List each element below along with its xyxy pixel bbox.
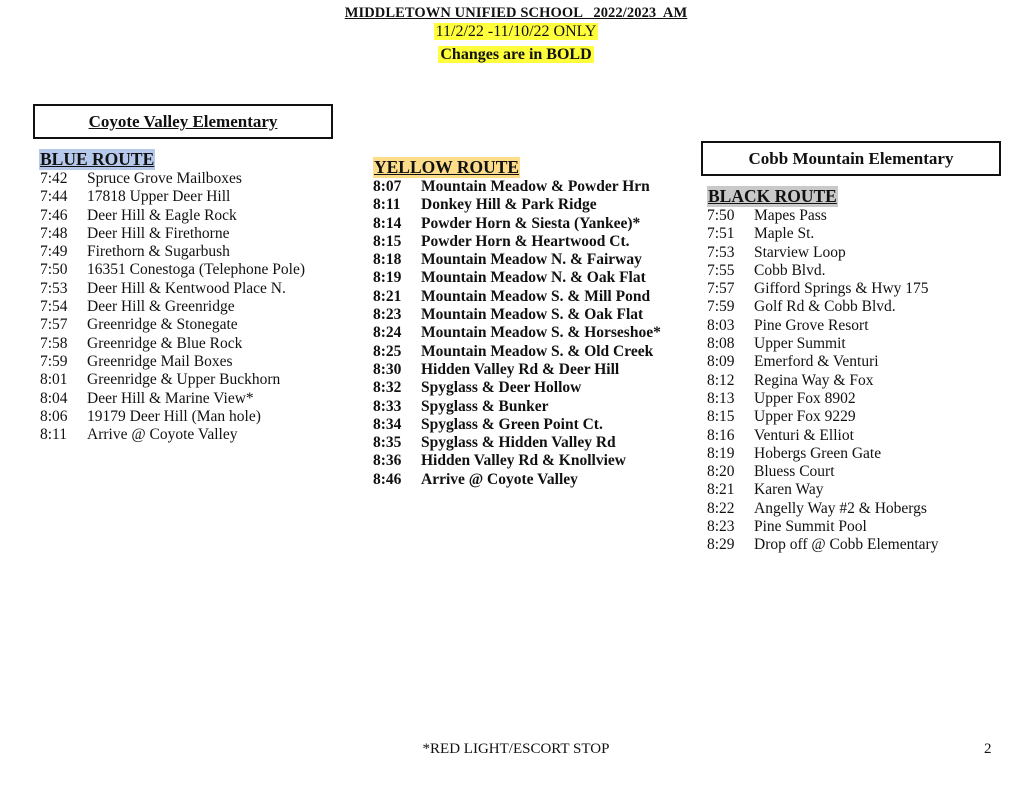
school-box-coyote-valley	[33, 104, 333, 139]
stop-row	[40, 408, 305, 426]
stop-location: Deer Hill & Eagle Rock	[87, 206, 237, 224]
stop-time: 8:36	[373, 452, 402, 470]
stop-time: 7:54	[40, 298, 68, 316]
stop-time: 8:29	[707, 536, 735, 554]
stop-location: Starview Loop	[754, 243, 846, 261]
stop-row	[373, 379, 661, 397]
stop-row	[40, 353, 305, 371]
route-heading-black: BLACK ROUTE	[708, 186, 837, 206]
stop-time: 8:07	[373, 178, 402, 195]
stop-row	[707, 536, 938, 554]
stop-location: Greenridge & Blue Rock	[87, 334, 243, 352]
stop-location: Donkey Hill & Park Ridge	[421, 196, 597, 214]
stop-location: Hidden Valley Rd & Knollview	[421, 452, 626, 470]
stop-row	[373, 324, 661, 342]
stop-row	[707, 280, 938, 298]
stop-location: Mountain Meadow S. & Old Creek	[421, 342, 654, 360]
document-title: MIDDLETOWN UNIFIED SCHOOL 2022/2023 AM	[344, 5, 688, 21]
stop-location: Deer Hill & Greenridge	[87, 298, 235, 316]
stop-row	[40, 225, 305, 243]
stop-location: Upper Summit	[754, 335, 846, 353]
stop-row	[40, 243, 305, 261]
stop-time: 7:53	[40, 279, 68, 297]
stop-row	[373, 398, 661, 416]
stop-time: 7:59	[707, 298, 735, 316]
page-number: 2	[984, 741, 992, 757]
stop-time: 7:51	[707, 225, 735, 243]
stop-time: 8:32	[373, 379, 402, 397]
stop-location: Deer Hill & Kentwood Place N.	[87, 279, 286, 297]
stop-location: Upper Fox 8902	[754, 389, 856, 407]
stop-row	[707, 372, 938, 390]
route-heading-blue: BLUE ROUTE	[40, 149, 155, 169]
stop-row	[373, 251, 661, 269]
stop-location: Pine Summit Pool	[754, 518, 867, 536]
stop-location: Mountain Meadow S. & Mill Pond	[421, 287, 651, 305]
stop-row	[373, 361, 661, 379]
stop-row	[373, 416, 661, 434]
date-range: 11/2/22 -11/10/22 ONLY	[435, 23, 597, 40]
stop-time: 7:59	[40, 352, 68, 370]
stop-row	[40, 261, 305, 279]
stop-location: Spyglass & Green Point Ct.	[421, 415, 603, 433]
stop-time: 8:15	[373, 232, 402, 250]
stop-row	[40, 170, 305, 188]
stop-location: Greenridge Mail Boxes	[87, 352, 233, 370]
stop-row	[40, 298, 305, 316]
stop-row	[707, 225, 938, 243]
stop-row	[707, 298, 938, 316]
stop-location: Arrive @ Coyote Valley	[421, 470, 578, 488]
stop-time: 8:22	[707, 499, 735, 517]
stop-time: 8:23	[373, 306, 402, 324]
stop-time: 8:33	[373, 397, 402, 415]
stop-row	[707, 353, 938, 371]
stop-location: Hobergs Green Gate	[754, 444, 882, 462]
stop-location: Mountain Meadow & Powder Hrn	[421, 178, 650, 195]
stop-time: 7:50	[707, 207, 735, 224]
stop-time: 7:50	[40, 261, 68, 279]
stop-time: 8:19	[707, 444, 735, 462]
changes-note-line	[0, 46, 1024, 64]
stop-time: 8:30	[373, 360, 402, 378]
stop-row	[373, 196, 661, 214]
stop-location: Mapes Pass	[754, 207, 827, 224]
stop-row	[707, 427, 938, 445]
stop-row	[707, 445, 938, 463]
stop-list-yellow	[373, 178, 661, 489]
stop-location: Arrive @ Coyote Valley	[87, 426, 238, 444]
stop-location: Pine Grove Resort	[754, 316, 869, 334]
school-name-cobb-mountain: Cobb Mountain Elementary	[748, 149, 954, 168]
stop-location: 16351 Conestoga (Telephone Pole)	[87, 261, 306, 279]
stop-row	[40, 426, 305, 444]
stop-row	[373, 306, 661, 324]
stop-list-blue	[40, 170, 305, 444]
stop-location: Karen Way	[754, 481, 824, 499]
stop-time: 8:18	[373, 251, 402, 269]
stop-time: 8:11	[373, 196, 401, 214]
stop-location: Mountain Meadow N. & Oak Flat	[421, 269, 646, 287]
stop-location: Firethorn & Sugarbush	[87, 243, 230, 261]
stop-time: 8:01	[40, 371, 68, 389]
stop-row	[373, 434, 661, 452]
stop-row	[707, 207, 938, 225]
stop-time: 7:49	[40, 243, 68, 261]
stop-location: 17818 Upper Deer Hill	[87, 188, 231, 206]
stop-row	[707, 518, 938, 536]
stop-location: Venturi & Elliot	[754, 426, 854, 444]
stop-location: Upper Fox 9229	[754, 408, 856, 426]
stop-time: 8:46	[373, 470, 402, 488]
stop-time: 8:03	[707, 316, 735, 334]
stop-location: Deer Hill & Firethorne	[87, 224, 230, 242]
stop-time: 8:15	[707, 408, 735, 426]
stop-row	[373, 269, 661, 287]
stop-row	[40, 188, 305, 206]
stop-location: Mountain Meadow S. & Horseshoe*	[421, 324, 661, 342]
stop-location: Mountain Meadow S. & Oak Flat	[421, 306, 644, 324]
stop-location: Greenridge & Stonegate	[87, 316, 238, 334]
stop-time: 8:20	[707, 463, 735, 481]
stop-row	[373, 288, 661, 306]
stop-row	[373, 215, 661, 233]
stop-location: Emerford & Venturi	[754, 353, 879, 371]
stop-location: Mountain Meadow N. & Fairway	[421, 251, 642, 269]
footer-note: *RED LIGHT/ESCORT STOP	[422, 741, 610, 757]
stop-time: 8:34	[373, 415, 402, 433]
stop-location: Spruce Grove Mailboxes	[87, 170, 242, 187]
stop-row	[40, 316, 305, 334]
stop-list-black	[707, 207, 938, 555]
stop-time: 8:23	[707, 518, 735, 536]
stop-time: 7:42	[40, 170, 68, 187]
stop-location: Cobb Blvd.	[754, 261, 826, 279]
stop-time: 8:25	[373, 342, 402, 360]
stop-row	[707, 463, 938, 481]
school-name-coyote-valley: Coyote Valley Elementary	[88, 112, 278, 131]
stop-row	[707, 335, 938, 353]
stop-row	[40, 390, 305, 408]
stop-row	[707, 317, 938, 335]
stop-row	[707, 244, 938, 262]
stop-time: 8:24	[373, 324, 402, 342]
stop-location: Bluess Court	[754, 463, 835, 481]
stop-location: Spyglass & Deer Hollow	[421, 379, 582, 397]
stop-time: 7:46	[40, 206, 68, 224]
stop-time: 8:08	[707, 335, 735, 353]
stop-time: 8:21	[373, 287, 402, 305]
stop-row	[373, 233, 661, 251]
stop-location: Greenridge & Upper Buckhorn	[87, 371, 281, 389]
stop-time: 8:11	[40, 426, 67, 444]
stop-location: Deer Hill & Marine View*	[87, 389, 254, 407]
stop-location: Angelly Way #2 & Hobergs	[754, 499, 927, 517]
stop-time: 7:44	[40, 188, 68, 206]
stop-row	[707, 390, 938, 408]
stop-time: 8:13	[707, 389, 735, 407]
route-heading-yellow: YELLOW ROUTE	[374, 157, 520, 177]
stop-row	[373, 471, 661, 489]
stop-row	[373, 452, 661, 470]
stop-location: Drop off @ Cobb Elementary	[754, 536, 939, 554]
stop-row	[373, 343, 661, 361]
stop-location: Hidden Valley Rd & Deer Hill	[421, 360, 620, 378]
stop-time: 7:53	[707, 243, 735, 261]
stop-time: 8:19	[373, 269, 402, 287]
stop-location: Maple St.	[754, 225, 815, 243]
stop-row	[373, 178, 661, 196]
stop-row	[707, 262, 938, 280]
stop-time: 8:14	[373, 214, 402, 232]
stop-location: Powder Horn & Heartwood Ct.	[421, 232, 630, 250]
stop-row	[707, 481, 938, 499]
stop-location: Golf Rd & Cobb Blvd.	[754, 298, 896, 316]
stop-time: 7:55	[707, 261, 735, 279]
stop-time: 7:57	[707, 280, 735, 298]
stop-time: 7:57	[40, 316, 68, 334]
stop-time: 8:12	[707, 371, 735, 389]
stop-row	[40, 335, 305, 353]
stop-row	[40, 207, 305, 225]
school-box-cobb-mountain	[701, 141, 1001, 176]
changes-note: Changes are in BOLD	[440, 46, 592, 63]
stop-location: 19179 Deer Hill (Man hole)	[87, 407, 261, 425]
stop-row	[707, 500, 938, 518]
stop-location: Gifford Springs & Hwy 175	[754, 280, 929, 298]
stop-time: 8:06	[40, 407, 68, 425]
stop-location: Regina Way & Fox	[754, 371, 874, 389]
stop-time: 8:35	[373, 434, 402, 452]
stop-time: 8:21	[707, 481, 735, 499]
stop-time: 8:16	[707, 426, 735, 444]
stop-time: 7:58	[40, 334, 68, 352]
stop-row	[40, 280, 305, 298]
stop-time: 7:48	[40, 224, 68, 242]
stop-row	[707, 408, 938, 426]
date-range-line	[0, 23, 1024, 41]
stop-time: 8:04	[40, 389, 68, 407]
stop-location: Powder Horn & Siesta (Yankee)*	[421, 214, 641, 232]
stop-row	[40, 371, 305, 389]
stop-location: Spyglass & Hidden Valley Rd	[421, 434, 616, 452]
stop-time: 8:09	[707, 353, 735, 371]
stop-location: Spyglass & Bunker	[421, 397, 549, 415]
